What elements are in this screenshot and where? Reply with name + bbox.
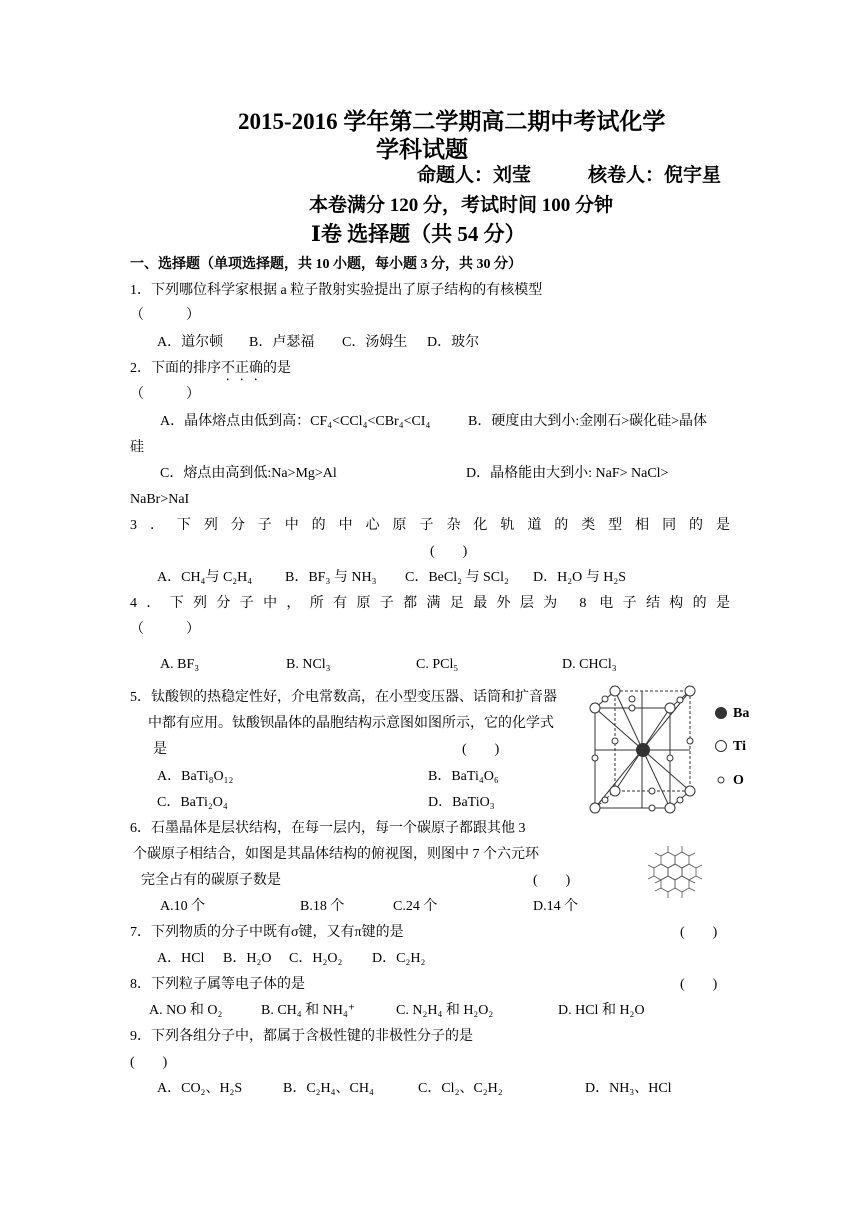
- q9-option-b: B．C₂H₄、CH₄: [283, 1081, 374, 1096]
- graphite-layer-figure: [630, 843, 720, 913]
- legend-label-o: O: [733, 773, 744, 788]
- o-legend-icon: [716, 775, 726, 785]
- legend-label-ba: Ba: [733, 706, 750, 721]
- q5-paren: ( ): [462, 742, 500, 757]
- q8-option-b: B. CH₄ 和 NH₄⁺: [261, 1003, 356, 1018]
- q5-option-a: A．BaTi₈O₁₂: [157, 769, 234, 784]
- exam-title-line2: 学科试题: [376, 137, 468, 162]
- q5-stem-line1: 5．钛酸钡的热稳定性好，介电常数高，在小型变压器、话筒和扩音器: [130, 690, 557, 705]
- q8-option-a: A. NO 和 O₂: [149, 1003, 223, 1018]
- q8-option-d: D. HCl 和 H₂O: [558, 1003, 645, 1018]
- q5-option-b: B．BaTi₄O₆: [428, 769, 499, 784]
- legend-label-ti: Ti: [733, 739, 746, 754]
- q6-stem-line2: 个碳原子相结合，如图是其晶体结构的俯视图，则图中 7 个六元环: [133, 847, 539, 862]
- q2-paren: （ ）: [130, 387, 200, 402]
- ba-legend-icon: [714, 706, 728, 720]
- q7-option-d: D．C₂H₂: [372, 951, 426, 966]
- q5-stem-line3: 是: [153, 742, 167, 757]
- q1-option-d: D．玻尔: [427, 335, 480, 350]
- q9-paren: ( ): [130, 1055, 168, 1070]
- q2-option-c: C．熔点由高到低:Na>Mg>Al: [160, 466, 337, 481]
- q1-paren: （ ）: [130, 308, 200, 323]
- q4-paren: （ ）: [130, 622, 200, 637]
- q8-paren: ( ): [680, 977, 718, 992]
- q8-stem: 8．下列粒子属等电子体的是: [130, 977, 305, 992]
- exam-score-info: 本卷满分 120 分，考试时间 100 分钟: [309, 195, 614, 216]
- q3-option-d: D．H₂O 与 H₂S: [533, 570, 626, 585]
- q2-stem-post: 的是: [263, 361, 291, 376]
- q1-option-c: C．汤姆生: [342, 335, 408, 350]
- q9-stem: 9．下列各组分子中，都属于含极性键的非极性分子的是: [130, 1029, 473, 1044]
- q3-option-c: C．BeCl₂ 与 SCl₂: [405, 570, 509, 585]
- q2-stem: [130, 360, 291, 384]
- q5-stem-line2: 中都有应用。钛酸钡晶体的晶胞结构示意图如图所示，它的化学式: [148, 716, 554, 731]
- q3-stem: 3．下列分子中的中心原子杂化轨道的类型相同的是: [130, 518, 730, 533]
- section-title: Ⅰ卷 选择题（共 54 分）: [311, 222, 526, 246]
- q4-option-d: D. CHCl₃: [562, 657, 617, 672]
- q5-option-d: D．BaTiO₃: [428, 795, 495, 810]
- q3-option-a: A．CH₄与 C₂H₄: [157, 570, 253, 585]
- q2-option-b-cont: 硅: [130, 440, 144, 455]
- barium-titanate-unit-cell-figure: [585, 683, 705, 823]
- q7-option-c: C．H₂O₂: [289, 951, 343, 966]
- q3-paren: ( ): [430, 544, 468, 559]
- q4-option-a: A. BF₃: [160, 657, 200, 672]
- q9-option-c: C．Cl₂、C₂H₂: [418, 1081, 503, 1096]
- q7-option-a: A．HCl: [157, 951, 205, 966]
- q2-option-b: B．硬度由大到小:金刚石>碳化硅>晶体: [468, 414, 708, 429]
- q4-option-c: C. PCl₅: [416, 657, 459, 672]
- q1-option-a: A．道尔顿: [157, 335, 224, 350]
- q6-stem-line3: 完全占有的碳原子数是: [141, 873, 281, 888]
- q6-option-b: B.18 个: [300, 899, 345, 914]
- q2-option-d: D．晶格能由大到小: NaF> NaCl>: [466, 466, 669, 481]
- q2-option-d-cont: NaBr>NaI: [130, 492, 190, 507]
- q1-option-b: B．卢瑟福: [249, 335, 315, 350]
- q4-option-b: B. NCl₃: [286, 657, 331, 672]
- q1-stem: 1．下列哪位科学家根据 a 粒子散射实验提出了原子结构的有核模型: [130, 283, 543, 298]
- q2-stem-emphasis: 不正确: [221, 361, 263, 376]
- q5-option-c: C．BaTi₂O₄: [157, 795, 228, 810]
- q7-paren: ( ): [680, 925, 718, 940]
- q2-stem-pre: 2．下面的排序: [130, 361, 221, 376]
- q7-option-b: B．H₂O: [223, 951, 272, 966]
- exam-authors: 命题人：刘莹 核卷人：倪宇星: [417, 165, 722, 186]
- q6-option-a: A.10 个: [160, 899, 206, 914]
- exam-title-line1: 2015-2016 学年第二学期高二期中考试化学: [238, 109, 666, 134]
- q7-stem: 7．下列物质的分子中既有σ键，又有π键的是: [130, 925, 404, 940]
- q6-paren: ( ): [533, 873, 571, 888]
- q6-stem-line1: 6．石墨晶体是层状结构，在每一层内，每一个碳原子都跟其他 3: [130, 821, 526, 836]
- q9-option-d: D．NH₃、HCl: [585, 1081, 672, 1096]
- q9-option-a: A．CO₂、H₂S: [157, 1081, 243, 1096]
- ti-legend-icon: [714, 739, 728, 753]
- q6-option-d: D.14 个: [533, 899, 579, 914]
- q8-option-c: C. N₂H₄ 和 H₂O₂: [396, 1003, 494, 1018]
- q6-option-c: C.24 个: [393, 899, 438, 914]
- q2-option-a: A．晶体熔点由低到高：CF₄<CCl₄<CBr₄<CI₄: [160, 414, 431, 429]
- q4-stem: 4．下列分子中，所有原子都满足最外层为 8 电子结构的是: [130, 596, 730, 611]
- part-heading: 一、选择题（单项选择题，共 10 小题，每小题 3 分，共 30 分）: [130, 257, 522, 272]
- q3-option-b: B．BF₃ 与 NH₃: [285, 570, 377, 585]
